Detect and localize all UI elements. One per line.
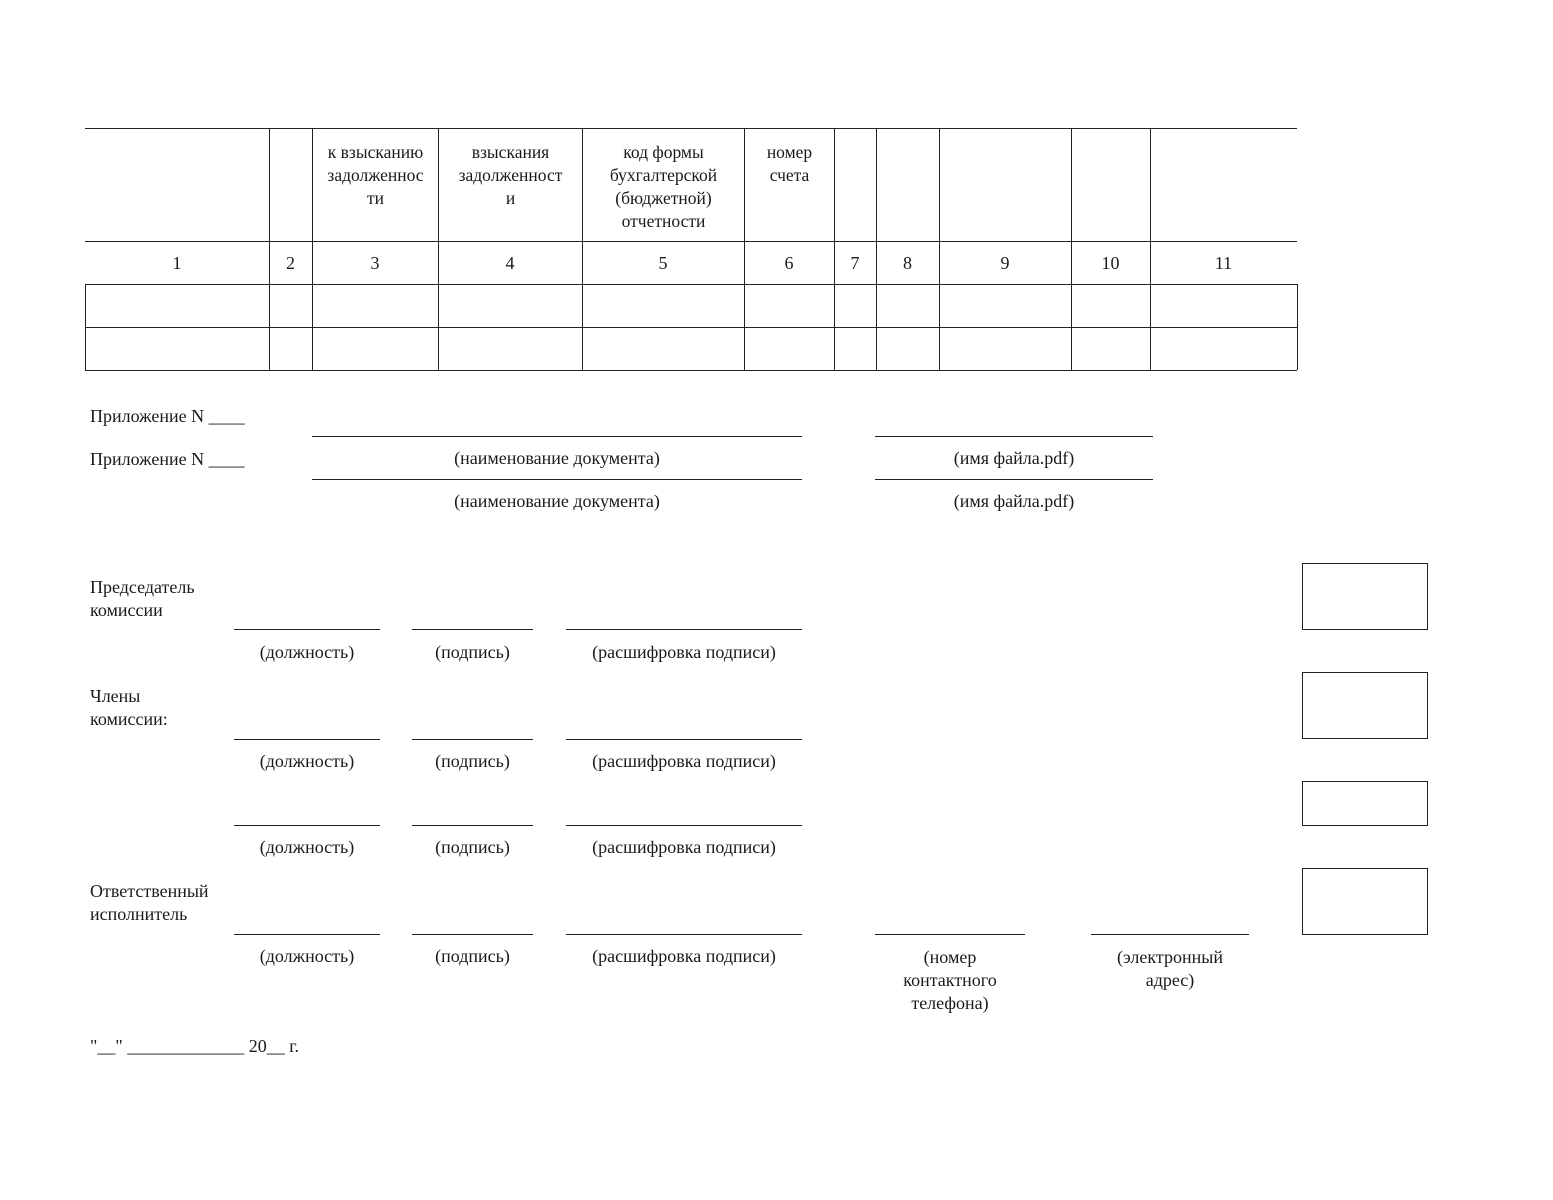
header-cell: номер счета: [766, 142, 813, 185]
file-name-caption: (имя файла.pdf): [953, 448, 1075, 468]
stamp-box: [1302, 563, 1428, 630]
decoding-caption: (расшифровка подписи): [592, 751, 776, 771]
table-col-divider: [1150, 128, 1151, 370]
executor-label: Ответственный исполнитель: [90, 881, 209, 924]
column-number: 4: [505, 253, 515, 273]
file-name-caption: (имя файла.pdf): [953, 491, 1075, 511]
decoding-caption: (расшифровка подписи): [592, 642, 776, 662]
table-col-divider: [834, 128, 835, 370]
decoding-field[interactable]: [566, 739, 802, 740]
phone-caption: (номер контактного телефона): [903, 947, 997, 1013]
table-right-border: [1297, 284, 1298, 370]
stamp-box: [1302, 672, 1428, 739]
signature-field[interactable]: [412, 934, 533, 935]
signature-field[interactable]: [412, 739, 533, 740]
decoding-field[interactable]: [566, 629, 802, 630]
table-header-rule: [85, 241, 1297, 242]
signature-caption: (подпись): [435, 946, 510, 966]
column-number: 6: [784, 253, 794, 273]
document-name-field[interactable]: [312, 479, 802, 480]
position-caption: (должность): [259, 837, 355, 857]
table-col-divider: [1071, 128, 1072, 370]
header-cell: взыскания задолженност и: [458, 142, 563, 208]
appendix-label: Приложение N ____: [90, 406, 245, 426]
decoding-field[interactable]: [566, 934, 802, 935]
position-field[interactable]: [234, 629, 380, 630]
column-number: 7: [850, 253, 860, 273]
decoding-field[interactable]: [566, 825, 802, 826]
document-name-caption: (наименование документа): [454, 448, 660, 468]
date-line[interactable]: "__" _____________ 20__ г.: [90, 1036, 300, 1056]
document-name-caption: (наименование документа): [454, 491, 660, 511]
file-name-field[interactable]: [875, 479, 1153, 480]
signature-caption: (подпись): [435, 642, 510, 662]
table-col-divider: [939, 128, 940, 370]
column-number: 10: [1101, 253, 1120, 273]
column-number: 9: [1000, 253, 1010, 273]
stamp-box: [1302, 781, 1428, 826]
email-caption: (электронный адрес): [1117, 947, 1223, 990]
position-caption: (должность): [259, 642, 355, 662]
email-field[interactable]: [1091, 934, 1249, 935]
table-numbers-rule: [85, 284, 1297, 285]
column-number: 5: [658, 253, 668, 273]
column-number: 8: [903, 253, 912, 273]
position-field[interactable]: [234, 934, 380, 935]
table-col-divider: [269, 128, 270, 370]
position-caption: (должность): [259, 751, 355, 771]
column-number: 3: [370, 253, 380, 273]
header-cell: к взысканию задолженнос ти: [327, 142, 424, 208]
position-field[interactable]: [234, 825, 380, 826]
column-number: 11: [1214, 253, 1233, 273]
signature-field[interactable]: [412, 629, 533, 630]
position-caption: (должность): [259, 946, 355, 966]
column-number: 1: [172, 253, 182, 273]
table-row-rule: [85, 327, 1297, 328]
decoding-caption: (расшифровка подписи): [592, 946, 776, 966]
table-top-rule: [85, 128, 1297, 129]
signature-field[interactable]: [412, 825, 533, 826]
table-col-divider: [876, 128, 877, 370]
appendix-label: Приложение N ____: [90, 449, 245, 469]
document-name-field[interactable]: [312, 436, 802, 437]
table-left-border: [85, 284, 86, 370]
table-bottom-rule: [85, 370, 1297, 371]
signature-caption: (подпись): [435, 837, 510, 857]
file-name-field[interactable]: [875, 436, 1153, 437]
signature-caption: (подпись): [435, 751, 510, 771]
header-cell: код формы бухгалтерской (бюджетной) отчетности: [609, 142, 718, 231]
column-number: 2: [286, 253, 295, 273]
phone-field[interactable]: [875, 934, 1025, 935]
decoding-caption: (расшифровка подписи): [592, 837, 776, 857]
chairman-label: Председатель комиссии: [90, 577, 195, 620]
members-label: Члены комиссии:: [90, 686, 168, 729]
position-field[interactable]: [234, 739, 380, 740]
stamp-box: [1302, 868, 1428, 935]
